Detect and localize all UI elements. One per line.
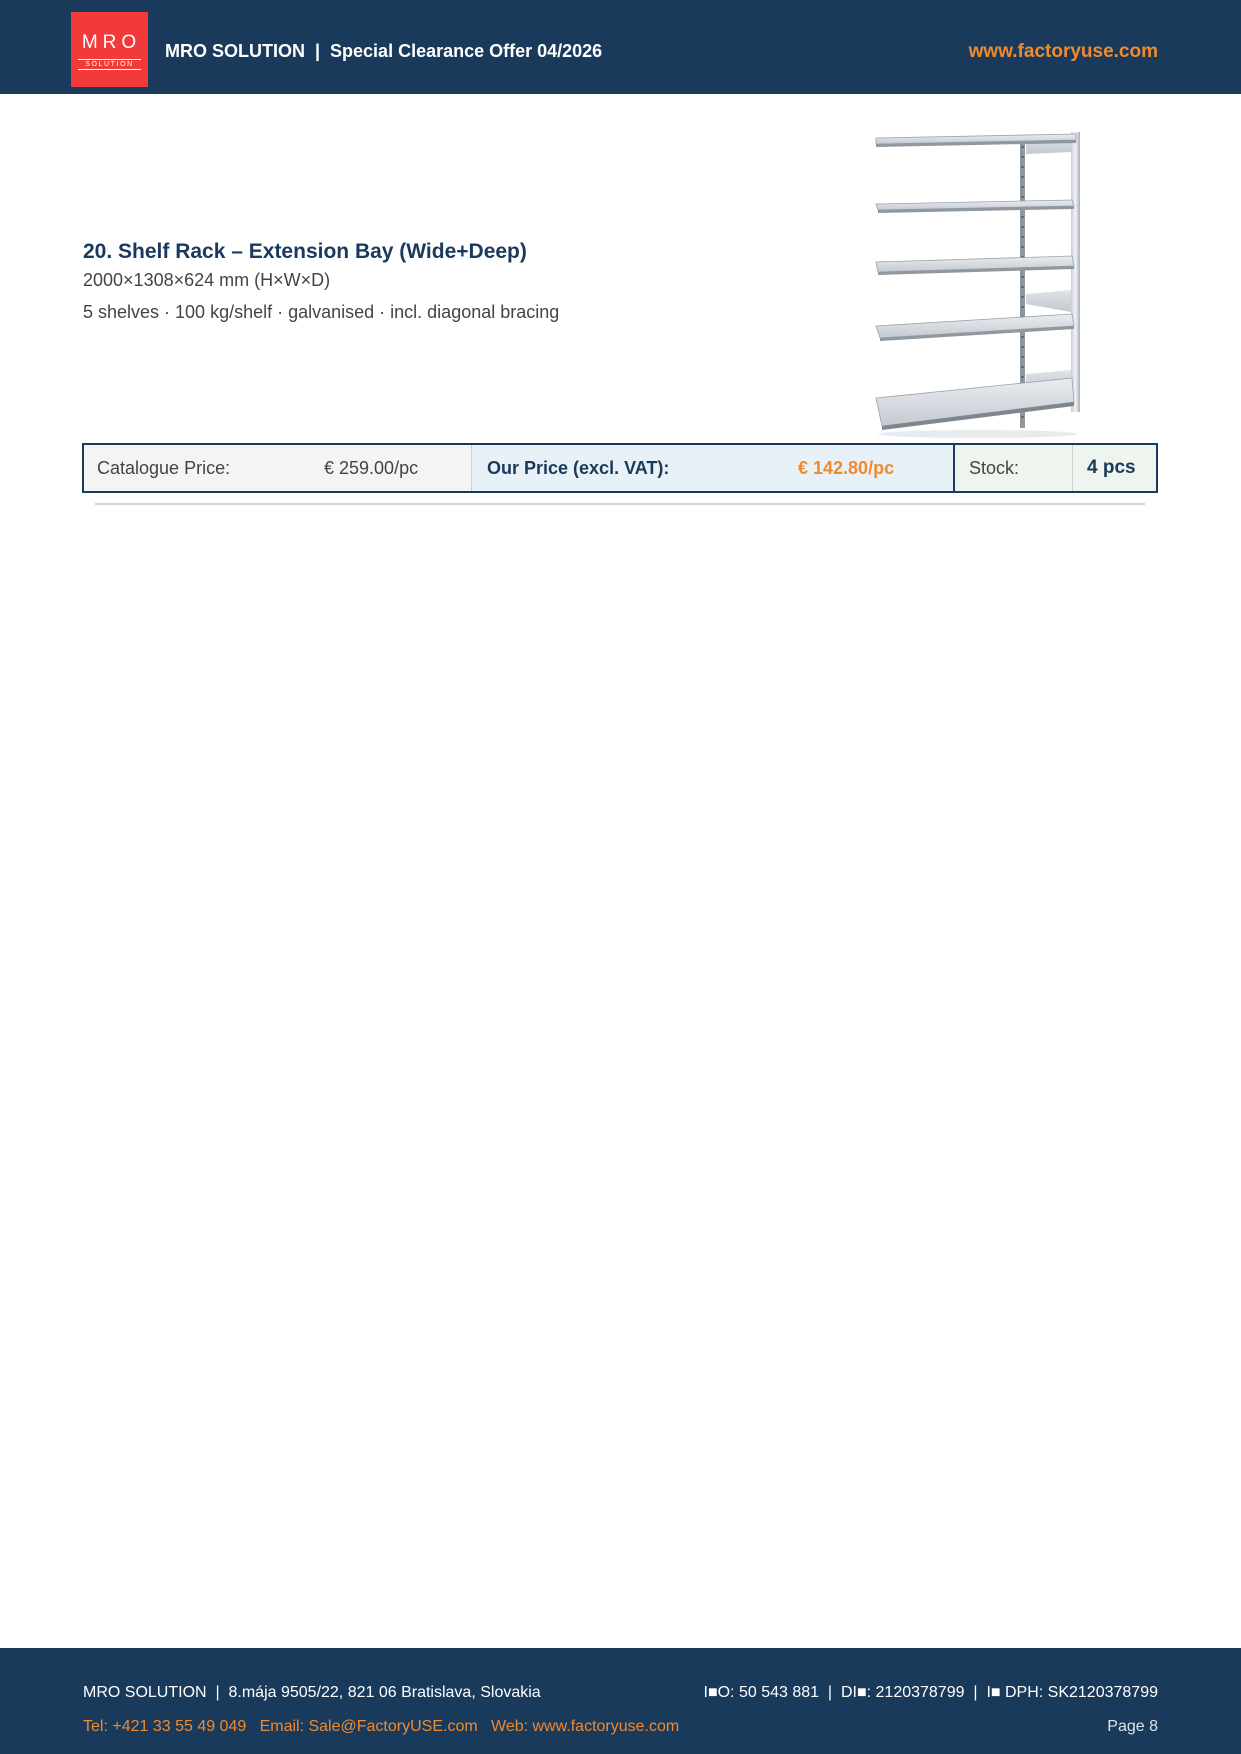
price-table <box>82 443 1158 493</box>
our-price-label: Our Price (excl. VAT): <box>487 458 670 478</box>
our-price-cell <box>472 445 955 491</box>
catalogue-price-label: Catalogue Price: <box>97 458 231 478</box>
catalogue-price-value: € 259.00/pc <box>324 458 419 478</box>
product-dimensions: 2000×1308×624 mm (H×W×D) <box>83 270 331 290</box>
logo-main-text: MRO <box>81 32 142 53</box>
stock-value: 4 pcs <box>1087 457 1136 478</box>
footer-address: MRO SOLUTION | 8.mája 9505/22, 821 06 Bratislava, Slovakia <box>83 1684 541 1701</box>
product-title: 20. Shelf Rack – Extension Bay (Wide+Deep) <box>83 240 527 263</box>
section-divider <box>95 503 1145 505</box>
page-footer <box>0 1648 1241 1754</box>
header-title: MRO SOLUTION | Special Clearance Offer 04/2026 <box>165 41 603 61</box>
header-website-link[interactable]: www.factoryuse.com <box>968 41 1158 62</box>
footer-contact[interactable]: Tel: +421 33 55 49 049 Email: Sale@FactoryUSE.com Web: www.factoryuse.com <box>83 1718 680 1735</box>
logo-sub-text: SOLUTION <box>78 59 141 70</box>
shelf-rack-image <box>868 126 1088 442</box>
our-price-value: € 142.80/pc <box>798 458 895 478</box>
stock-label: Stock: <box>969 458 1020 478</box>
page-number: Page 8 <box>1107 1718 1158 1735</box>
footer-company-ids: I■O: 50 543 881 | DI■: 2120378799 | I■ DPH: SK2120378799 <box>703 1684 1158 1701</box>
company-logo <box>71 12 148 87</box>
product-specs: 5 shelves · 100 kg/shelf · galvanised · incl. diagonal bracing <box>83 302 560 322</box>
page-header <box>0 0 1241 94</box>
stock-value-cell <box>1073 445 1156 491</box>
catalogue-price-cell <box>84 445 472 491</box>
stock-label-cell <box>955 445 1073 491</box>
